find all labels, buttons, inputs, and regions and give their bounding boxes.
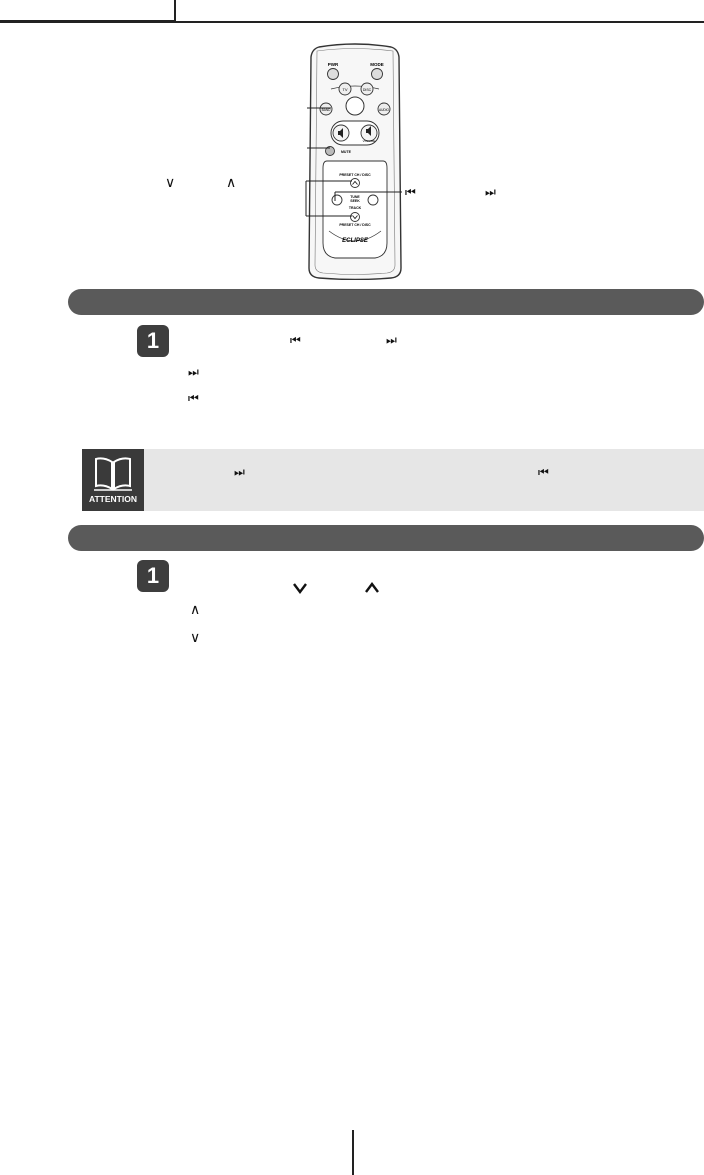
skip-back-icon: ⏮ xyxy=(538,465,549,479)
mode-label: MODE xyxy=(370,62,384,67)
skip-forward-icon: ⏭ xyxy=(386,333,397,347)
svg-text:MUTE: MUTE xyxy=(341,150,351,154)
step-1-badge: 1 xyxy=(137,560,169,592)
callout-lines xyxy=(0,0,704,300)
section-2-bar xyxy=(68,525,704,551)
pwr-label: PWR xyxy=(327,62,339,67)
callout-down-icon: ∨ xyxy=(165,175,176,191)
svg-text:DISC: DISC xyxy=(362,88,372,92)
skip-forward-icon: ⏭ xyxy=(188,365,199,379)
step-1-badge: 1 xyxy=(137,325,169,357)
skip-forward-icon: ⏭ xyxy=(234,465,245,479)
chevron-up-icon xyxy=(366,584,378,592)
svg-text:AUDIO: AUDIO xyxy=(378,108,390,112)
chevron-down-icon: ∨ xyxy=(190,630,201,646)
svg-text:SEEK: SEEK xyxy=(350,199,360,203)
svg-text:VOLUME: VOLUME xyxy=(362,139,376,143)
svg-text:TV: TV xyxy=(342,87,348,92)
svg-text:PRESET CH / DISC: PRESET CH / DISC xyxy=(339,223,371,227)
svg-text:TRACK: TRACK xyxy=(348,206,362,210)
skip-back-icon: ⏮ xyxy=(188,391,199,405)
callout-up-icon: ∧ xyxy=(226,175,237,191)
svg-text:PRESET CH / DISC: PRESET CH / DISC xyxy=(339,173,371,177)
step-chevrons xyxy=(290,581,390,597)
attention-box xyxy=(82,449,704,511)
attention-label: ATTENTION xyxy=(88,494,137,504)
svg-text:TUNE: TUNE xyxy=(350,195,360,199)
callout-skip-forward-icon: ⏭ xyxy=(485,185,496,199)
skip-back-icon: ⏮ xyxy=(290,333,301,347)
section-1-bar xyxy=(68,289,704,315)
footer-rule xyxy=(352,1130,354,1175)
brand-logo: ECLIPSE xyxy=(342,238,368,244)
callout-skip-back-icon: ⏮ xyxy=(405,185,416,199)
chevron-up-icon: ∧ xyxy=(190,602,201,618)
chevron-down-icon xyxy=(294,584,306,592)
svg-text:BAND: BAND xyxy=(321,108,331,112)
